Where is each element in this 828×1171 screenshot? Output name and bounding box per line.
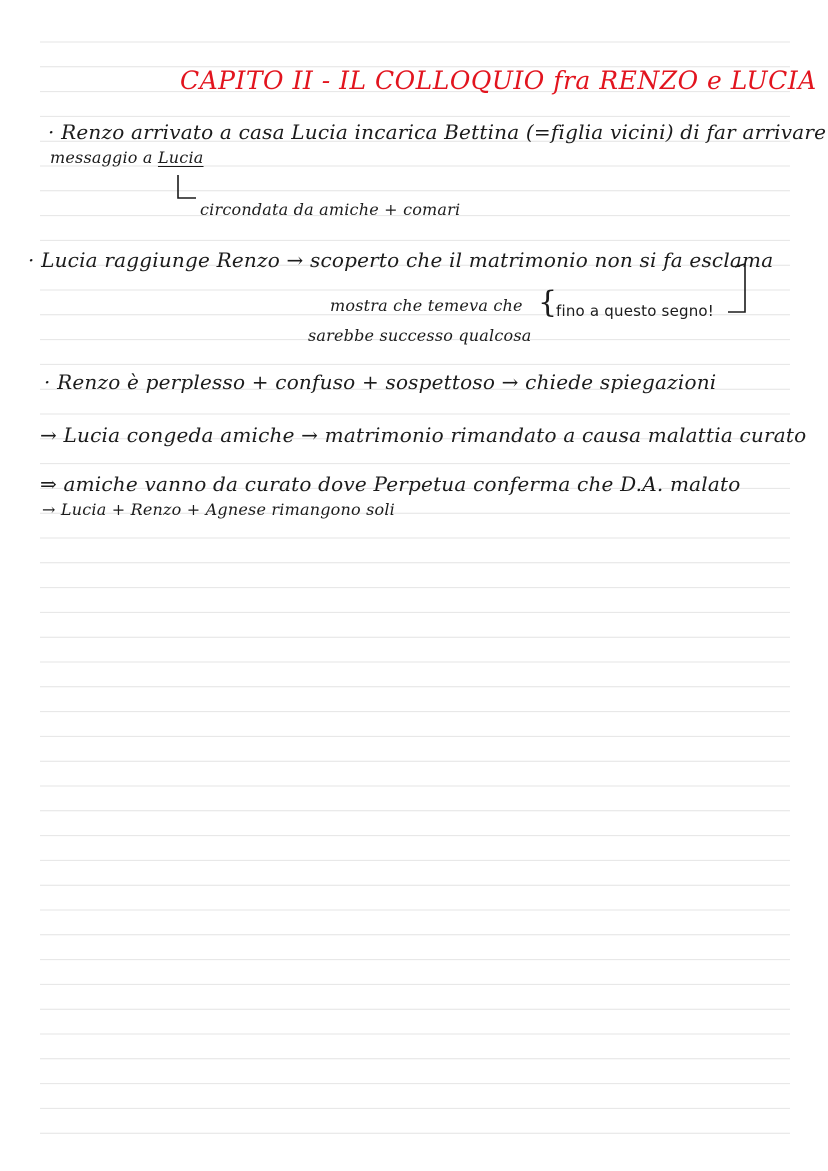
curly-brace: { — [538, 285, 558, 320]
note-sarebbe: sarebbe successo qualcosa — [308, 326, 532, 345]
note-line-6: → Lucia + Renzo + Agnese rimangono soli — [42, 500, 395, 519]
note-sub-circondata: circondata da amiche + comari — [200, 200, 461, 219]
note-line-1-cont-prefix: messaggio a — [50, 148, 153, 167]
note-line-1: · Renzo arrivato a casa Lucia incarica Bettina (=figlia vicini) di far arrivare — [48, 120, 827, 144]
note-line-3: · Renzo è perplesso + confuso + sospettoso → chiede spiegazioni — [44, 370, 717, 394]
note-line-2: · Lucia raggiunge Renzo → scoperto che il matrimonio non si fa esclama — [28, 248, 774, 272]
note-line-1-cont — [50, 148, 204, 167]
note-line-4: → Lucia congeda amiche → matrimonio rimandato a causa malattia curato — [40, 423, 807, 447]
note-mostra: mostra che temeva che — [330, 296, 523, 315]
note-line-1-cont-name: Lucia — [157, 148, 204, 167]
note-quote: fino a questo segno! — [556, 302, 715, 320]
page-title: CAPITO II - IL COLLOQUIO fra RENZO e LUCIA — [180, 66, 817, 95]
note-line-5: ⇒ amiche vanno da curato dove Perpetua conferma che D.A. malato — [40, 472, 741, 496]
